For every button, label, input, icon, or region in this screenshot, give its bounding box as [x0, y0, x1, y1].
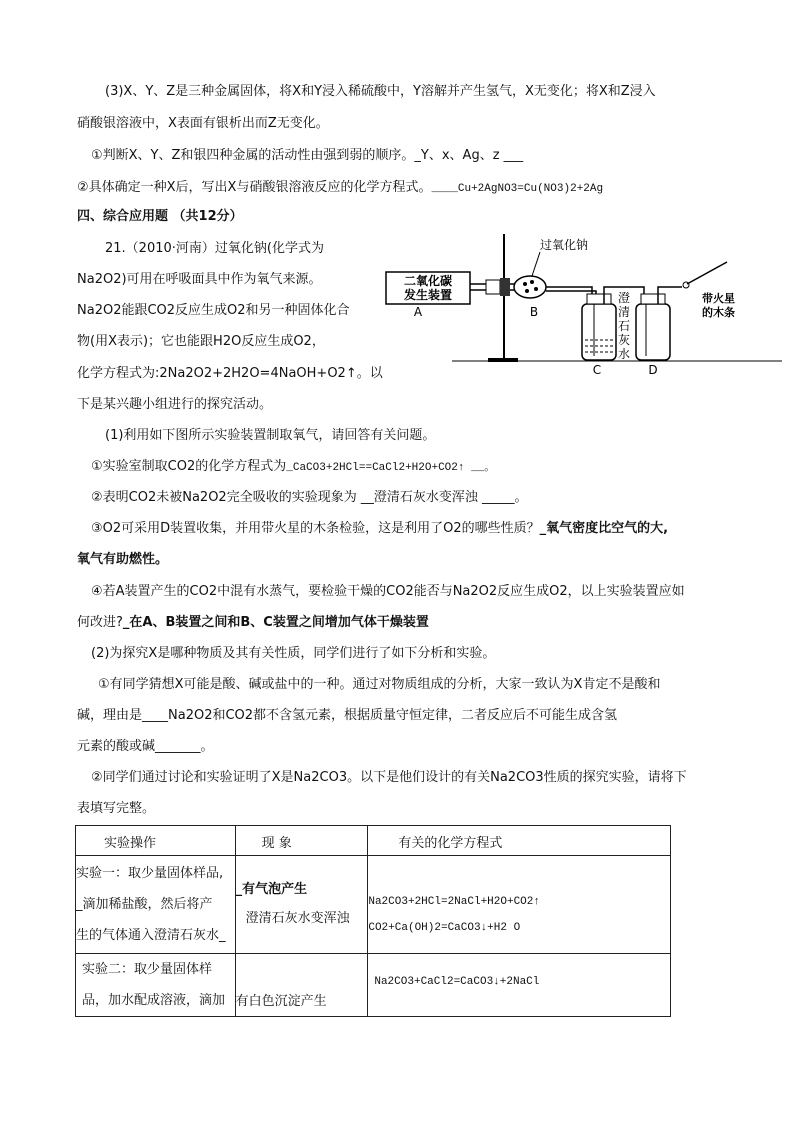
equation-cell — [368, 954, 671, 1017]
experiment-table — [75, 825, 671, 1017]
q3-part1 — [91, 147, 523, 165]
generator-label-2: 发生装置 — [403, 288, 453, 302]
label-b: B — [529, 305, 539, 319]
operation-line: 生的气体通入澄清石灰水_ — [76, 928, 226, 943]
splint — [687, 262, 727, 284]
q21-p2-q2-line2: 表填写完整。 — [77, 801, 156, 816]
phenomenon-line: _有气泡产生 — [235, 882, 308, 897]
generator-label-1: 二氧化碳 — [403, 274, 453, 288]
q21-intro-line: 物(用X表示)；它也能跟H2O反应生成O2， — [77, 334, 325, 349]
q21-p1-q4-line2 — [77, 614, 429, 632]
q21-p2-q1-line2: 碱，理由是____Na2O2和CO2都不含氢元素，根据质量守恒定律，二者反应后不可能生成含氢 — [77, 708, 618, 723]
table-header-row — [76, 826, 671, 856]
q21-p1-q4-line1: ④若A装置产生的CO2中混有水蒸气，要检验干燥的CO2能否与Na2O2反应生成O2，以上实验装置应如 — [91, 584, 685, 599]
p1-q2-answer: __澄清石灰水变浑浊 _____。 — [356, 490, 528, 505]
limewater-label-char: 清 — [618, 305, 631, 319]
p1-q2-text: ②表明CO2未被Na2O2完全吸收的实验现象为 — [91, 490, 357, 505]
connector — [486, 280, 500, 294]
q3-part1-question: ①判断X、Y、Z和银四种金属的活动性由强到弱的顺序。 — [91, 148, 415, 163]
table-header: 有关的化学方程式 — [368, 826, 671, 856]
label-c: C — [592, 363, 602, 377]
clamp — [500, 278, 510, 296]
q21-p2-q1-line1: ①有同学猜想X可能是酸、碱或盐中的一种。通过对物质组成的分析，大家一致认为X肯定不是酸和 — [98, 677, 661, 692]
p1-q4-answer: _在A、B装置之间和B、C装置之间增加气体干燥装置 — [122, 615, 429, 630]
limewater-label-char: 水 — [618, 347, 631, 361]
q3-intro-line1: (3)X、Y、Z是三种金属固体，将X和Y浸入稀硫酸中，Y溶解并产生氢气，X无变化；将X和Z浸入 — [105, 84, 656, 99]
splint-label-2: 的木条 — [702, 306, 735, 319]
phenomenon-line: 有白色沉淀产生 — [235, 994, 327, 1009]
splint-label-1: 带火星 — [702, 292, 735, 305]
operation-line: 实验一：取少量固体样品, — [76, 866, 224, 881]
phenomenon-cell — [235, 954, 368, 1017]
equation-line: Na2CO3+2HCl=2NaCl+H2O+CO2↑ — [368, 896, 540, 908]
equation-line: Na2CO3+CaCl2=CaCO3↓+2NaCl — [374, 976, 540, 988]
q21-intro-line: 下是某兴趣小组进行的探究活动。 — [77, 397, 273, 412]
label-a: A — [413, 305, 423, 319]
table-row — [76, 954, 671, 1017]
operation-line: _滴加稀盐酸，然后将产 — [76, 897, 213, 912]
apparatus-diagram — [382, 232, 782, 382]
equation-cell — [368, 856, 671, 954]
table-header: 现 象 — [235, 826, 368, 856]
p1-q1-answer: _CaCO3+2HCl==CaCl2+H2O+CO2↑ __。 — [286, 462, 496, 474]
q3-part2 — [77, 179, 603, 198]
operation-line: 实验二：取少量固体样 — [82, 962, 213, 977]
limewater-label-char: 灰 — [618, 333, 631, 347]
section-heading: 四、综合应用题 （共12分） — [77, 209, 243, 224]
label-d: D — [648, 363, 658, 377]
bottle-d — [636, 304, 670, 360]
na2o2-tube — [514, 276, 546, 298]
q21-p1-q2 — [91, 489, 527, 507]
q21-intro-line: Na2O2能跟CO2反应生成O2和另一种固体化合 — [77, 303, 350, 318]
phenomenon-cell — [235, 856, 368, 954]
q21-intro-line: Na2O2)可用在呼吸面具中作为氧气来源。 — [77, 272, 322, 287]
q3-part2-answer: ____Cu+2AgNO3=Cu(NO3)2+2Ag — [431, 183, 604, 195]
operation-cell — [76, 954, 236, 1017]
q3-part2-question: ②具体确定一种X后，写出X与硝酸银溶液反应的化学方程式。 — [77, 180, 432, 195]
table-row — [76, 856, 671, 954]
operation-line: 品，加水配成溶液，滴加 — [82, 993, 226, 1008]
p1-q4-text: 何改进? — [77, 615, 123, 630]
limewater-label-char: 石 — [618, 319, 631, 333]
q21-part1-heading: (1)利用如下图所示实验装置制取氧气，请回答有关问题。 — [105, 428, 436, 443]
p1-q3-text: ③O2可采用D装置收集，并用带火星的木条检验，这是利用了O2的哪些性质？ — [91, 521, 540, 536]
q21-p2-q2-line1: ②同学们通过讨论和实验证明了X是Na2CO3。以下是他们设计的有关Na2CO3性质的探究实验，请将下 — [91, 770, 687, 785]
phenomenon-line: 澄清石灰水变浑浊 — [245, 911, 350, 926]
p1-q1-text: ①实验室制取CO2的化学方程式为 — [91, 459, 287, 474]
p1-q3-answer: _氧气密度比空气的大, — [539, 521, 669, 536]
table-header: 实验操作 — [76, 826, 236, 856]
q21-intro-line: 21.（2010·河南）过氧化钠(化学式为 — [105, 241, 324, 256]
limewater-label-char: 澄 — [618, 291, 631, 305]
q21-part2-heading: (2)为探究X是哪种物质及其有关性质，同学们进行了如下分析和实验。 — [91, 646, 496, 661]
q21-p1-q3 — [91, 520, 668, 538]
q3-part1-answer: _Y、x、Ag、z ___ — [414, 148, 524, 163]
q21-p2-q1-line3: 元素的酸或碱_______。 — [77, 739, 214, 754]
p1-q3-answer-cont: 氧气有助燃性。 — [77, 552, 169, 567]
splint-glow — [683, 282, 689, 288]
na2o2-label: 过氧化钠 — [540, 238, 589, 252]
q3-intro-line2: 硝酸银溶液中，X表面有银析出而Z无变化。 — [77, 116, 329, 131]
q21-intro-line: 化学方程式为:2Na2O2+2H2O=4NaOH+O2↑。以 — [77, 366, 383, 381]
equation-line: CO2+Ca(OH)2=CaCO3↓+H2 O — [368, 922, 521, 934]
operation-cell — [76, 856, 236, 954]
q21-p1-q1 — [91, 458, 495, 477]
